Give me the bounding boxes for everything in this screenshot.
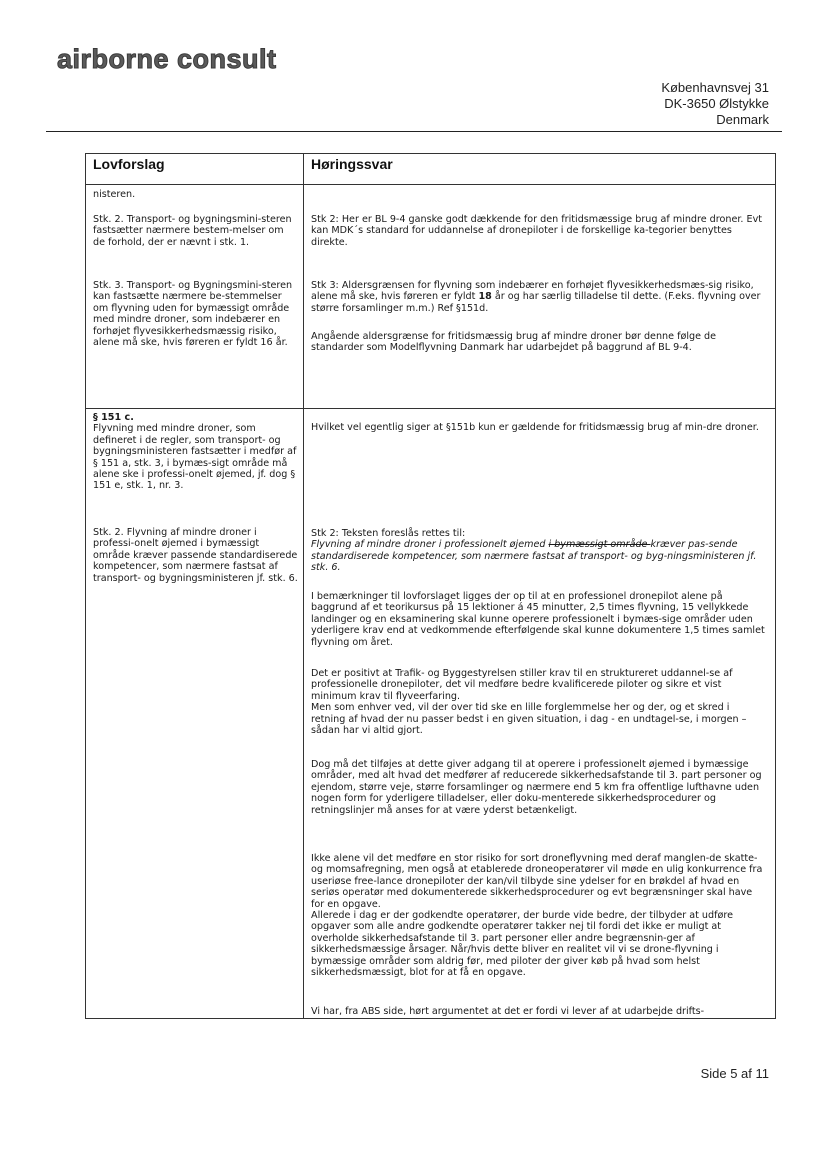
response-risk-a: Ikke alene vil det medføre en stor risiko for sort droneflyvning med deraf manglen-de skatte- og momsafregning, men også at etablerede droneoperatører vil møde en ulig konkurrence fra useriøse free-lance dronepiloter der kan/vil tilbyde sine ydelser for en brøkdel af hvad en seriøs operatør med dokumenterede sikkerhedsprocedurer og evt begrænsninger skal have for en opgave. — [311, 853, 763, 910]
response-abs-para: Vi har, fra ABS side, hørt argumentet at det er fordi vi lever af at udarbejde drifts- — [311, 1006, 705, 1017]
response-risk-para — [311, 853, 766, 978]
proposal-part2: kræver pas-sende standardiserede kompetencer, som nærmere fastsat af transport- og byg-ningsministeren jf. stk. 6. — [311, 539, 757, 574]
response-urban-para: Dog må det tilføjes at dette giver adgang til at operere i professionelt øjemed i bymæssige områder, med alt hvad det medfører af reducerede sikkerhedsafstande til 3. part personer og ejendom, større veje, større forsamlinger og nærmere end 5 km fra offentlige lufthavne uden nogen form for yderligere tilladelser, eller doku-menterede sikkerhedsprocedurer og retningslinjer må anses for at være yderst betænkeligt. — [311, 759, 762, 816]
row-divider — [86, 408, 775, 409]
header-divider — [46, 131, 782, 132]
response-remarks-para: I bemærkninger til lovforslaget ligges der op til at en professionel dronepilot alene på baggrund af et teorikursus på 15 lektioner á 45 minutter, 2,5 times flyvning, 15 vellykkede landinger og en eksaminering skal kunne operere professionelt i bymæs-sige områder uden yderligere krav end at vedkommende efterfølgende skal kunne dokumentere 1,5 times samlet flyvning om året. — [311, 591, 765, 648]
consultation-table — [85, 153, 776, 1019]
address-country: Denmark — [716, 112, 769, 127]
col-header-lovforslag: Lovforslag — [93, 156, 165, 172]
bill-stk3: Stk. 3. Transport- og Bygningsmini-steren kan fastsætte nærmere be-stemmelser om flyvning uden for bymæssigt område med mindre droner, som indebærer en forhøjet flyvesikkerhedsmæssig risiko, alene må ske, hvis føreren er fyldt 16 år. — [93, 280, 293, 349]
address-city: DK-3650 Ølstykke — [664, 96, 769, 111]
bill-151c-stk2: Stk. 2. Flyvning af mindre droner i professi-onelt øjemed i bymæssigt område kræver passende standardiserede kompetencer, som nærmere fastsat af transport- og bygningsministeren jf. stk. 6. — [93, 527, 298, 584]
company-address — [661, 80, 769, 128]
bill-stk2: Stk. 2. Transport- og bygningsmini-steren fastsætter nærmere bestem-melser om de forhold, der er nævnt i stk. 1. — [93, 214, 292, 248]
address-street: Københavnsvej 31 — [661, 80, 769, 95]
proposal-intro: Stk 2: Teksten foreslås rettes til: — [311, 528, 466, 539]
response-151c: Hvilket vel egentlig siger at §151b kun er gældende for fritidsmæssig brug af min-dre droner. — [311, 422, 759, 433]
age-value: 18 — [478, 291, 492, 303]
response-151c-stk2 — [311, 528, 766, 574]
column-divider — [303, 154, 304, 1018]
response-positive-a: Det er positivt at Trafik- og Byggestyrelsen stiller krav til en struktureret uddannel-se af professionelle dronepiloter, det vil medføre bedre kvalificerede piloter og sikre et vist minimum krav til flyveerfaring. — [311, 668, 733, 702]
proposal-struck: i bymæssigt område — [548, 539, 651, 551]
header-row-divider — [86, 184, 775, 185]
col-header-horingssvar: Høringssvar — [311, 156, 393, 172]
response-positive-para — [311, 668, 766, 736]
response-stk3 — [311, 280, 766, 314]
section-151c-title: § 151 c. — [93, 412, 134, 423]
response-stk3-c: år og har særlig tilladelse til dette. (F.eks. flyvning over større forsamlinger m.m.) Ref §151d. — [311, 291, 761, 314]
bill-text-continuation: nisteren. — [93, 189, 136, 200]
bill-section-151c — [93, 412, 298, 492]
proposal-part1: Flyvning af mindre droner i professionelt øjemed — [311, 539, 549, 551]
company-logo: airborne consult — [57, 44, 277, 74]
response-risk-b: Allerede i dag er der godkendte operatører, der burde vide bedre, der tilbyder at udføre opgaver som alle andre godkendte operatører takker nej til fordi det ikke er muligt at overholde sikkerhedsafstande til 3. part personer eller andre begrænsnin-ger af sikkerhedsmæssige årsager. Når/hvis dette bliver en realitet vil vi se drone-flyvning i bymæssige områder som aldrig før, med piloter der giver køb på hvad som helst sikkerhedsmæssigt, blot for at få en opgave. — [311, 910, 733, 979]
page-number: Side 5 af 11 — [700, 1066, 769, 1081]
response-stk2: Stk 2: Her er BL 9-4 ganske godt dækkende for den fritidsmæssige brug af mindre droner. Evt kan MDK´s standard for uddannelse af dronepiloter i de forskellige ka-tegorier benyttes direkte. — [311, 214, 763, 248]
response-stk3-a: Stk 3: Aldersgrænsen for flyvning som indebærer en forhøjet flyvesikkerhedsmæs-sig risiko, alene må ske, hvis føreren er fyldt — [311, 280, 754, 303]
response-age-limit: Angående aldersgrænse for fritidsmæssig brug af mindre droner bør denne følge de standarder som Modelflyvning Danmark har udarbejdet på baggrund af BL 9-4. — [311, 331, 717, 354]
section-151c-text: Flyvning med mindre droner, som defineret i de regler, som transport- og bygningsministeren fastsætter i medfør af § 151 a, stk. 3, i bymæs-sigt område må alene ske i professi-onelt øjemed, jf. dog § 151 e, stk. 1, nr. 3. — [93, 423, 297, 492]
proposal-text — [311, 539, 766, 573]
response-positive-b: Men som enhver ved, vil der over tid ske en lille forglemmelse her og der, og et skred i retning af hvad der nu passer bedst i en given situation, i dag - en undtagel-se, i morgen – sådan har vi altid gjort. — [311, 702, 747, 737]
